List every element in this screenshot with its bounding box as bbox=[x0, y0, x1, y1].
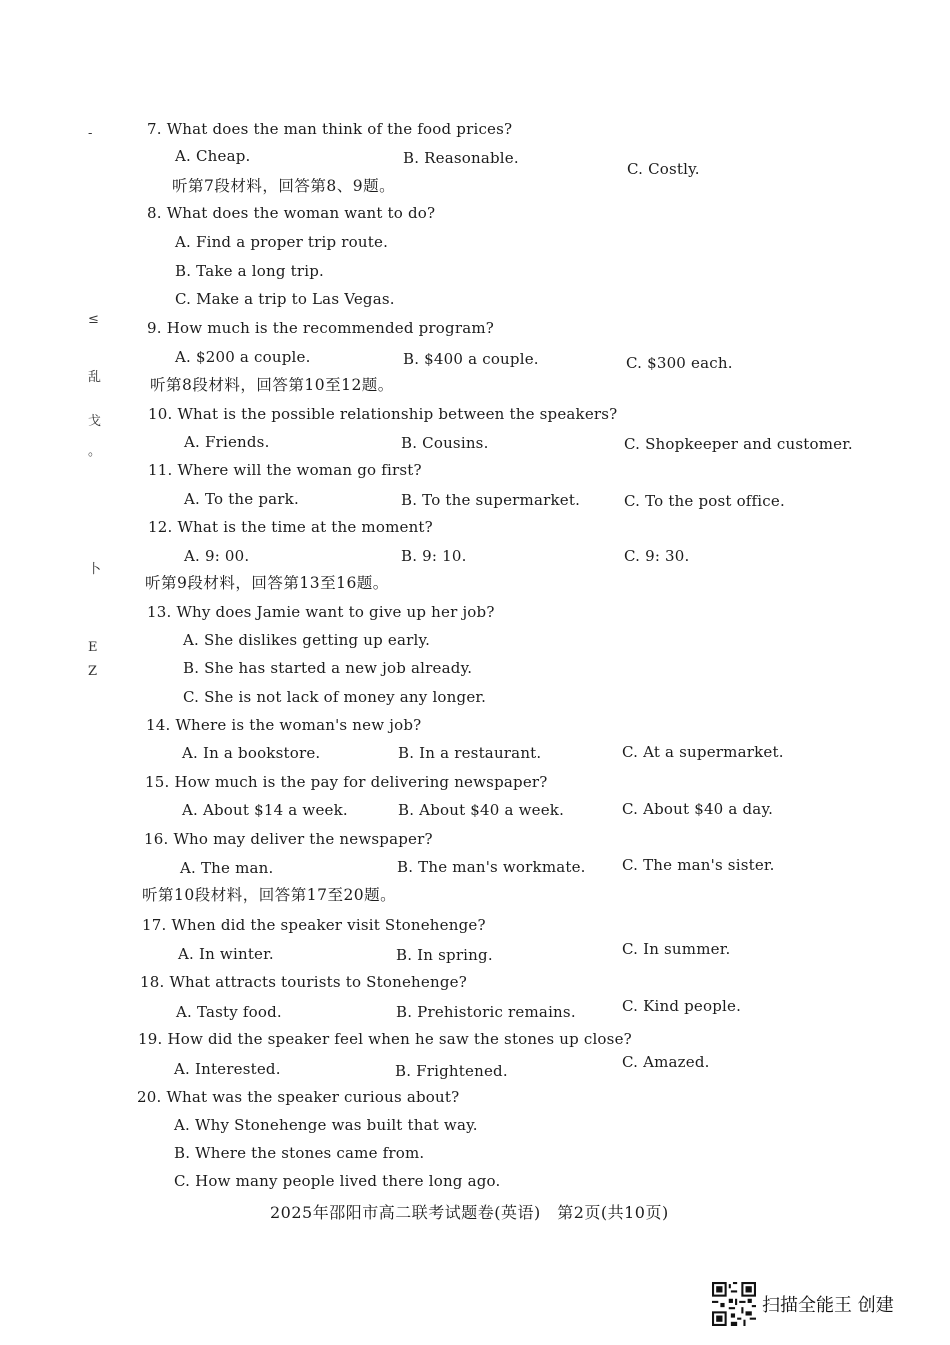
question-9 bbox=[147, 319, 494, 337]
option-19c: C. Amazed. bbox=[622, 1053, 710, 1071]
margin-mark: ≤ bbox=[88, 312, 99, 327]
option-16a: A. The man. bbox=[180, 859, 274, 877]
option-12a: A. 9: 00. bbox=[184, 547, 250, 565]
margin-mark: 戈 bbox=[88, 414, 102, 429]
question-text: What does the woman want to do? bbox=[166, 204, 436, 222]
question-number: 12. bbox=[148, 518, 173, 536]
section-header-9: 听第9段材料，回答第13至16题。 bbox=[145, 574, 389, 592]
option-20c: C. How many people lived there long ago. bbox=[174, 1172, 501, 1190]
option-12c: C. 9: 30. bbox=[624, 547, 690, 565]
question-text: What was the speaker curious about? bbox=[166, 1088, 460, 1106]
option-12b: B. 9: 10. bbox=[401, 547, 467, 565]
question-number: 19. bbox=[138, 1030, 163, 1048]
margin-mark: 。 bbox=[88, 444, 102, 459]
option-8a: A. Find a proper trip route. bbox=[175, 233, 389, 251]
margin-mark: E bbox=[88, 640, 98, 655]
question-text: When did the speaker visit Stonehenge? bbox=[171, 916, 486, 934]
option-8b: B. Take a long trip. bbox=[175, 262, 325, 280]
option-11a: A. To the park. bbox=[184, 490, 299, 508]
question-14 bbox=[146, 716, 421, 734]
option-17a: A. In winter. bbox=[178, 945, 274, 963]
question-12 bbox=[148, 518, 433, 536]
option-10b: B. Cousins. bbox=[401, 434, 489, 452]
section-header-8: 听第8段材料，回答第10至12题。 bbox=[150, 376, 394, 394]
option-8c: C. Make a trip to Las Vegas. bbox=[175, 290, 395, 308]
option-17c: C. In summer. bbox=[622, 940, 731, 958]
option-15c: C. About $40 a day. bbox=[622, 800, 774, 818]
section-header-7: 听第7段材料，回答第8、9题。 bbox=[172, 177, 396, 195]
option-13a: A. She dislikes getting up early. bbox=[183, 631, 431, 649]
option-18a: A. Tasty food. bbox=[176, 1003, 282, 1021]
option-13b: B. She has started a new job already. bbox=[183, 659, 473, 677]
option-19a: A. Interested. bbox=[174, 1060, 281, 1078]
question-text: What is the time at the moment? bbox=[177, 518, 433, 536]
option-15a: A. About $14 a week. bbox=[182, 801, 348, 819]
option-9c: C. $300 each. bbox=[626, 354, 733, 372]
question-number: 16. bbox=[144, 830, 169, 848]
question-15 bbox=[145, 773, 548, 791]
question-13 bbox=[147, 603, 495, 621]
option-15b: B. About $40 a week. bbox=[398, 801, 565, 819]
option-7c: C. Costly. bbox=[627, 160, 700, 178]
option-7a: A. Cheap. bbox=[175, 147, 251, 165]
option-18b: B. Prehistoric remains. bbox=[396, 1003, 576, 1021]
question-number: 11. bbox=[148, 461, 173, 479]
question-number: 15. bbox=[145, 773, 170, 791]
question-10 bbox=[148, 405, 617, 423]
question-text: Who may deliver the newspaper? bbox=[173, 830, 433, 848]
option-10c: C. Shopkeeper and customer. bbox=[624, 435, 853, 453]
question-number: 10. bbox=[148, 405, 173, 423]
question-text: Where will the woman go first? bbox=[177, 461, 422, 479]
option-7b: B. Reasonable. bbox=[403, 149, 519, 167]
option-13c: C. She is not lack of money any longer. bbox=[183, 688, 487, 706]
option-20b: B. Where the stones came from. bbox=[174, 1144, 425, 1162]
question-number: 7. bbox=[147, 120, 162, 138]
option-11b: B. To the supermarket. bbox=[401, 491, 581, 509]
option-19b: B. Frightened. bbox=[395, 1062, 508, 1080]
question-text: How much is the recommended program? bbox=[166, 319, 495, 337]
margin-mark: 卜 bbox=[88, 562, 102, 577]
option-16b: B. The man's workmate. bbox=[397, 858, 586, 876]
question-number: 17. bbox=[142, 916, 167, 934]
scanner-watermark bbox=[712, 1282, 894, 1326]
question-text: Why does Jamie want to give up her job? bbox=[176, 603, 495, 621]
question-8 bbox=[147, 204, 435, 222]
question-text: How much is the pay for delivering newspaper? bbox=[174, 773, 548, 791]
question-17 bbox=[142, 916, 486, 934]
option-14c: C. At a supermarket. bbox=[622, 743, 784, 761]
question-text: What is the possible relationship between the speakers? bbox=[177, 405, 618, 423]
option-18c: C. Kind people. bbox=[622, 997, 742, 1015]
section-header-10: 听第10段材料，回答第17至20题。 bbox=[142, 886, 397, 904]
option-14b: B. In a restaurant. bbox=[398, 744, 542, 762]
question-11 bbox=[148, 461, 422, 479]
question-number: 20. bbox=[137, 1088, 162, 1106]
question-text: What does the man think of the food prices? bbox=[166, 120, 513, 138]
question-20 bbox=[137, 1088, 459, 1106]
option-11c: C. To the post office. bbox=[624, 492, 785, 510]
question-text: How did the speaker feel when he saw the stones up close? bbox=[167, 1030, 632, 1048]
option-16c: C. The man's sister. bbox=[622, 856, 775, 874]
question-text: Where is the woman's new job? bbox=[175, 716, 422, 734]
page-footer: 2025年邵阳市高二联考试题卷(英语) 第2页(共10页) bbox=[270, 1203, 669, 1222]
question-number: 13. bbox=[147, 603, 172, 621]
margin-mark: - bbox=[88, 126, 93, 141]
question-number: 18. bbox=[140, 973, 165, 991]
margin-mark: Z bbox=[88, 664, 98, 679]
question-number: 8. bbox=[147, 204, 162, 222]
question-text: What attracts tourists to Stonehenge? bbox=[169, 973, 467, 991]
margin-mark: 乱 bbox=[88, 370, 102, 385]
option-9b: B. $400 a couple. bbox=[403, 350, 539, 368]
question-number: 14. bbox=[146, 716, 171, 734]
option-17b: B. In spring. bbox=[396, 946, 493, 964]
option-14a: A. In a bookstore. bbox=[182, 744, 321, 762]
question-number: 9. bbox=[147, 319, 162, 337]
qr-code-icon bbox=[712, 1282, 756, 1326]
option-10a: A. Friends. bbox=[184, 433, 270, 451]
watermark-text: 扫描全能王 创建 bbox=[762, 1295, 894, 1316]
option-20a: A. Why Stonehenge was built that way. bbox=[174, 1116, 478, 1134]
question-18 bbox=[140, 973, 467, 991]
question-7 bbox=[147, 120, 512, 138]
question-19 bbox=[138, 1030, 632, 1048]
option-9a: A. $200 a couple. bbox=[175, 348, 311, 366]
question-16 bbox=[144, 830, 433, 848]
